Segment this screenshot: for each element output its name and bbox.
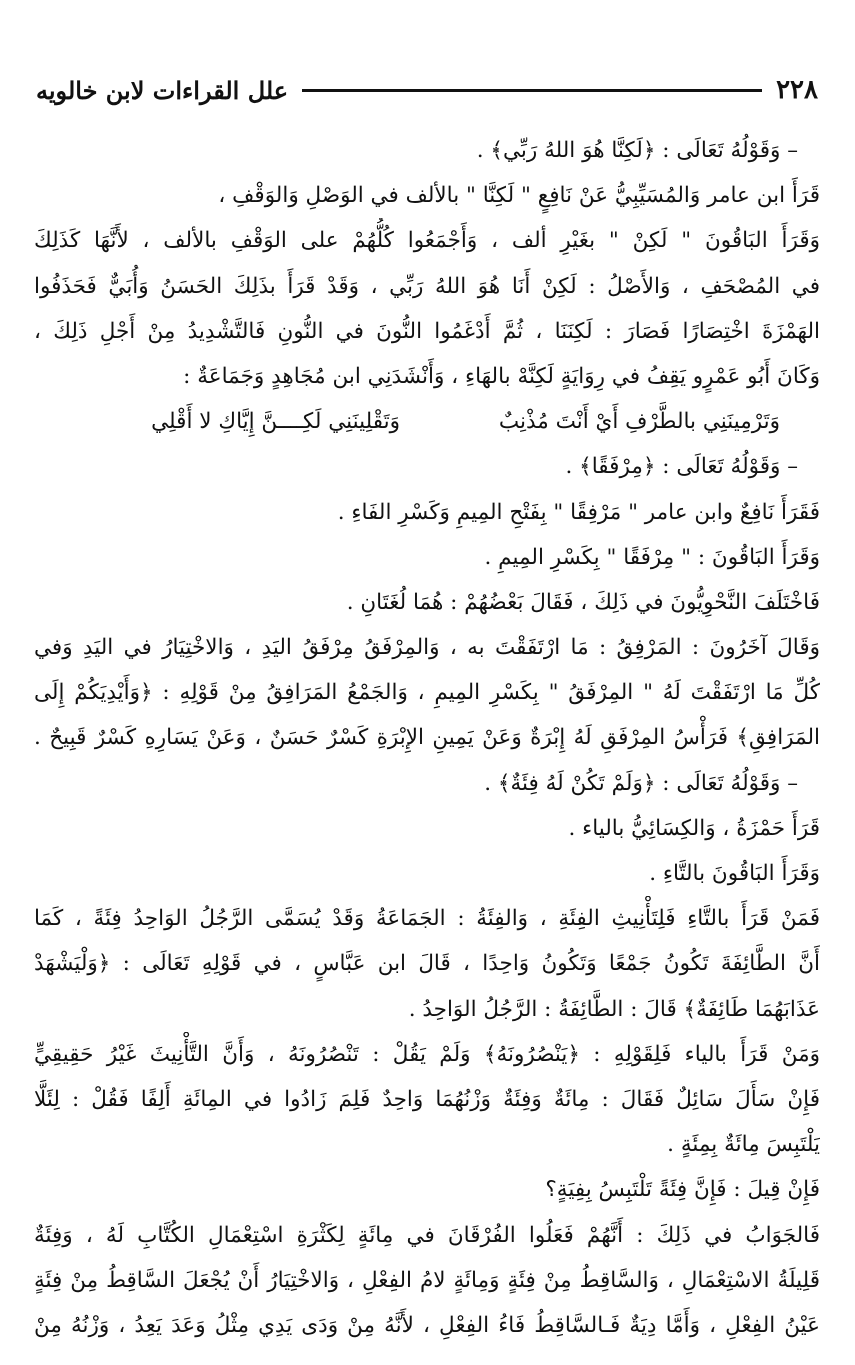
text-line: فَاخْتَلَفَ النَّحْوِيُّونَ في ذَلِكَ ، فَقَالَ بَعْضُهُمْ : هُمَا لُغَتَانِ . bbox=[346, 589, 820, 615]
verse-hemistich-first: وَتَرْمِينَنِي بالطَّرْفِ أَيْ أَنْتَ مُذْنِبٌ bbox=[498, 409, 780, 435]
text-line: قَرَأَ ابن عامر وَالمُسَيِّبِيُّ عَنْ نَافِعٍ " لَكِنَّا " بالألف في الوَصْلِ وَالوَقْفِ ، bbox=[218, 183, 820, 209]
text-line: وَقَرَأَ البَاقُونَ بالتَّاءِ . bbox=[649, 861, 820, 886]
page-number: ٢٢٨ bbox=[776, 75, 818, 105]
text-line: – وَقَوْلُهُ تَعَالَى : ﴿وَلَمْ تَكُنْ لَهُ فِئَةٌ﴾ . bbox=[484, 770, 798, 796]
text-line: يَلْتَبِسَ مِائَةٌ بِمِئَةٍ . bbox=[667, 1132, 820, 1158]
running-title: علل القراءات لابن خالويه bbox=[36, 75, 289, 105]
text-line: أَنَّ الطَّائِفَةَ تَكُونُ جَمْعًا وَتَكُونُ وَاحِدًا ، قَالَ ابن عَبَّاسٍ ، في قَوْلِهِ تَعَالَى : ﴿وَلْيَشْهَدْ bbox=[34, 951, 820, 977]
text-line: – وَقَوْلُهُ تَعَالَى : ﴿مِرْفَقًا﴾ . bbox=[565, 454, 798, 480]
text-line: فَمَنْ قَرَأَ بالتَّاءِ فَلِتَأْنِيثِ الفِئَةِ ، وَالفِئَةُ : الجَمَاعَةُ وَقَدْ يُسَمَّى الرَّجُلُ الوَاحِدُ فِئَةً ، كَمَا bbox=[34, 906, 820, 932]
text-line: وَمَنْ قَرَأَ بالياء فَلِقَوْلِهِ : ﴿يَنْصُرُونَهُ﴾ وَلَمْ يَقُلْ : تَنْصُرُونَهُ ، وَأَنَّ التَّأْنِيثَ غَيْرُ حَقِيقِيٍّ bbox=[34, 1041, 820, 1067]
text-line: المَرَافِقِ﴾ فَرَأْسُ المِرْفَقِ لَهُ إِبْرَةٌ وَعَنْ يَمِينِ الإِبْرَةِ كَسْرٌ حَسَنٌ ، وَعَنْ يَسَارِهِ كَسْرٌ قَبِيحٌ . bbox=[34, 725, 820, 751]
text-line: قَلِيلَةُ الاسْتِعْمَالِ ، وَالسَّاقِطُ مِنْ فِئَةٍ وَمِائَةٍ لامُ الفِعْلِ ، وَالاخْتِيَارُ أَنْ يُجْعَلَ السَّاقِطُ مِنْ فِئَةٍ bbox=[34, 1267, 820, 1293]
page-header bbox=[36, 72, 818, 108]
page-body bbox=[34, 128, 820, 1348]
text-line: قَرَأَ حَمْزَةُ ، وَالكِسَائِيُّ بالياء . bbox=[568, 815, 820, 841]
text-line: وَقَرَأَ البَاقُونَ : " مِرْفَقًا " بِكَسْرِ المِيمِ . bbox=[484, 544, 820, 570]
text-line: وَكَانَ أَبُو عَمْرٍو يَقِفُ في رِوَايَةٍ لَكِنَّهْ بالهَاءِ ، وَأَنْشَدَنِي ابن مُجَاهِدٍ وَجَمَاعَةٌ : bbox=[183, 363, 820, 389]
text-line: عَيْنُ الفِعْلِ ، وَأَمَّا دِيَةٌ فَـالسَّاقِطُ فَاءُ الفِعْلِ ، لأَنَّهُ مِنْ وَدَى يَدِي مِثْلُ وَعَدَ يَعِدُ ، وَزْنُهُ مِنْ bbox=[34, 1312, 820, 1338]
text-line: وَقَالَ آخَرُونَ : المَرْفِقُ : مَا ارْتَفَقْتَ به ، وَالمِرْفَقُ مِرْفَقُ اليَدِ ، وَالاخْتِيَارُ في اليَدِ وَفي bbox=[34, 635, 820, 661]
text-line: في المُصْحَفِ ، وَالأَصْلُ : لَكِنْ أَنَا هُوَ اللهُ رَبِّي ، وَقَدْ قَرَأَ بذَلِكَ الحَسَنُ وَأُبَيٌّ فَحَذَفُوا bbox=[34, 273, 820, 299]
header-rule bbox=[302, 89, 762, 92]
text-line: وَقَرَأَ البَاقُونَ " لَكِنْ " بغَيْرِ ألف ، وَأَجْمَعُوا كُلُّهُمْ على الوَقْفِ بالألف ، لأَنَّهَا كَذَلِكَ bbox=[34, 228, 820, 254]
text-line: الهَمْزَةَ اخْتِصَارًا فَصَارَ : لَكِنَنَا ، ثُمَّ أَدْغَمُوا النُّونَ في النُّونِ فَالتَّشْدِيدُ مِنْ أَجْلِ ذَلِكَ ، bbox=[34, 318, 820, 344]
poetry-verse bbox=[34, 399, 820, 444]
text-line: – وَقَوْلُهُ تَعَالَى : ﴿لَكِنَّا هُوَ اللهُ رَبِّي﴾ . bbox=[476, 138, 798, 163]
text-line: فَقَرَأَ نَافِعٌ وابن عامر " مَرْفِقًا " بِفَتْحِ المِيمِ وَكَسْرِ الفَاءِ . bbox=[337, 499, 820, 525]
text-line: فَإِنْ سَأَلَ سَائِلٌ فَقَالَ : مِائَةٌ وَفِئَةٌ وَزْنُهُمَا وَاحِدٌ فَلِمَ زَادُوا في المِائَةِ أَلِفًا فَقُلْ : لِئَلَّا bbox=[34, 1086, 820, 1112]
text-line: فَإِنْ قِيلَ : فَإِنَّ فِئَةً تَلْتَبِسُ بِفِيَةٍ؟ bbox=[545, 1177, 820, 1203]
text-line: عَذَابَهُمَا طَائِفَةٌ﴾ قَالَ : الطَّائِفَةُ : الرَّجُلُ الوَاحِدُ . bbox=[408, 996, 820, 1022]
text-line: فَالجَوَابُ في ذَلِكَ : أَنَّهُمْ فَعَلُوا الفُرْقَانَ في مِائَةٍ لِكَثْرَةِ اسْتِعْمَالِ الكُتَّابِ لَهُ ، وَفِئَةٌ bbox=[34, 1222, 820, 1248]
text-line: كُلِّ مَا ارْتَفَقْتَ لَهُ " المِرْفَقُ " بِكَسْرِ المِيمِ ، وَالجَمْعُ المَرَافِقُ مِنْ قَوْلِهِ : ﴿وَأَيْدِيَكُمْ إِلَى bbox=[34, 680, 820, 706]
verse-hemistich-second: وَتَقْلِينَنِي لَكِــــنَّ إِيَّاكِ لا أَقْلِي bbox=[151, 409, 400, 435]
